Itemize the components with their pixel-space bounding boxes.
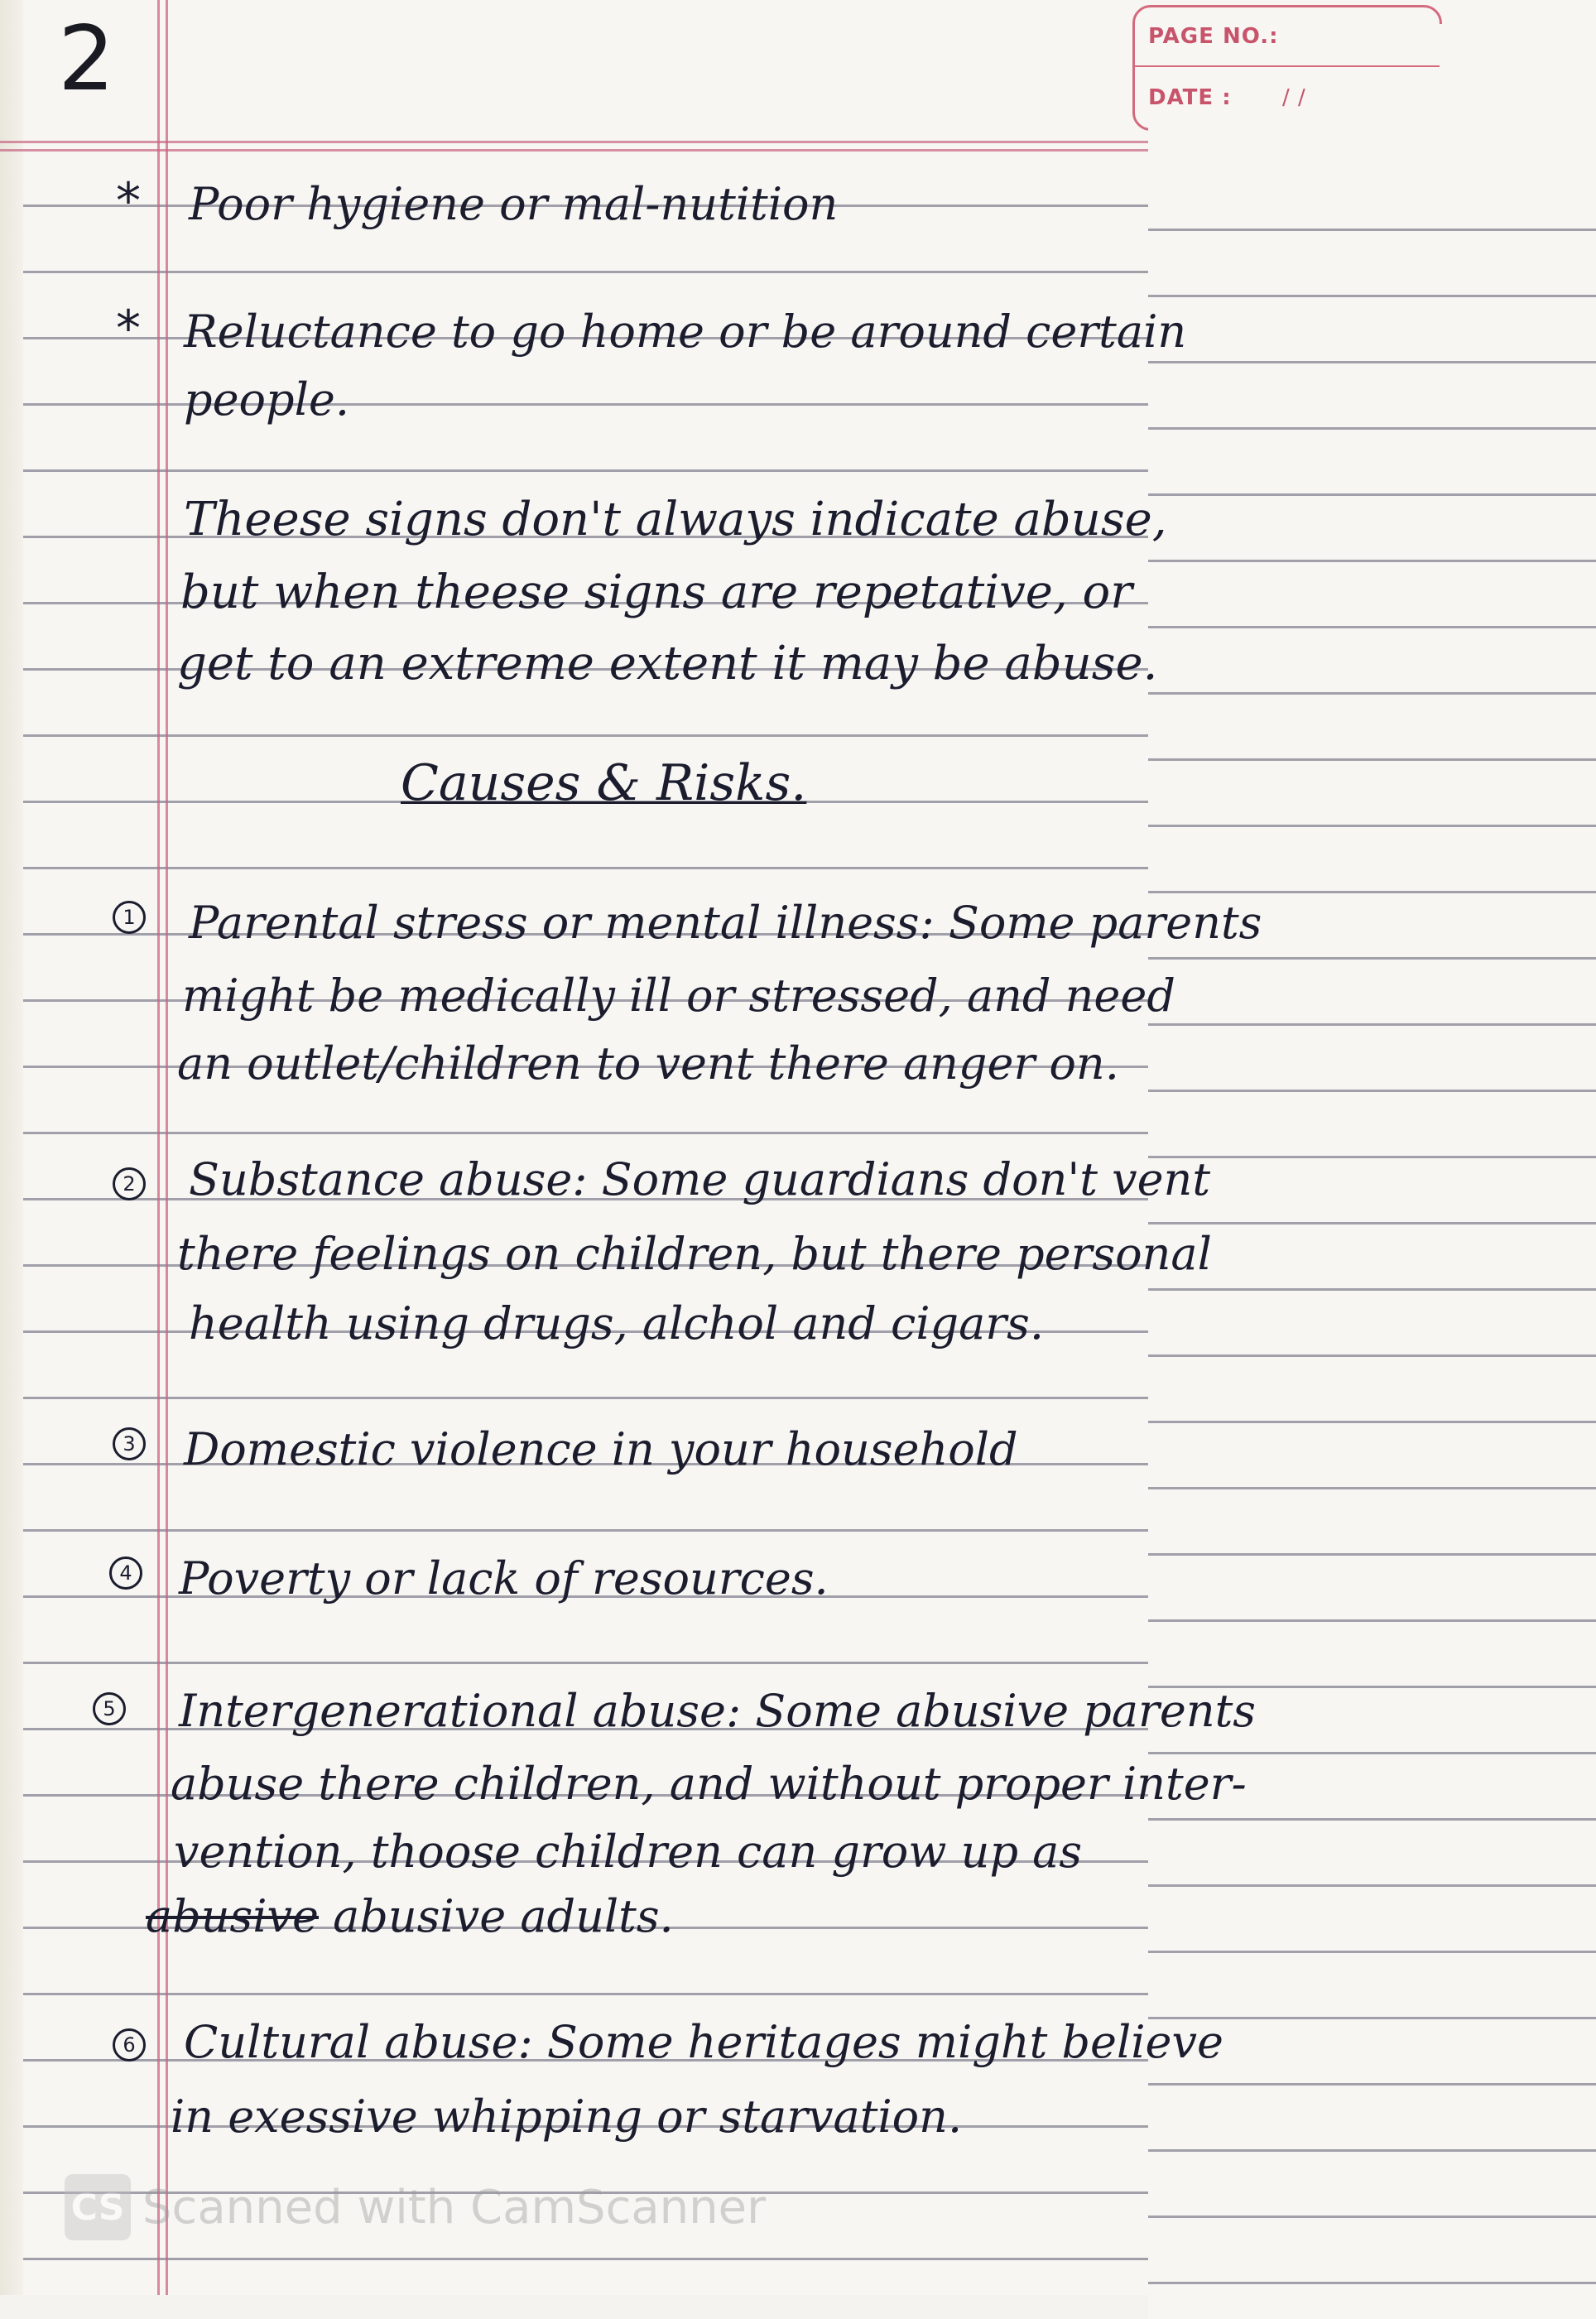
note-line: Theese signs don't always indicate abuse, <box>184 493 1167 546</box>
number-circle: 2 <box>113 1167 146 1200</box>
asterisk-bullet: * <box>116 172 141 230</box>
page-no-label: PAGE NO.: <box>1148 24 1596 2319</box>
item-line: an outlet/children to vent there anger on. <box>177 1037 1119 1090</box>
number-circle: 5 <box>93 1692 126 1725</box>
date-label: DATE : <box>1148 85 1232 110</box>
section-title: Causes & Risks. <box>401 754 807 812</box>
item-line-final <box>146 1890 674 1942</box>
item-line: Cultural abuse: Some heritages might believe <box>184 2016 1223 2068</box>
handwritten-page-number: 2 <box>58 7 115 111</box>
camscanner-watermark <box>65 2174 766 2240</box>
item-line: abuse there children, and without proper inter- <box>171 1758 1247 1810</box>
item-line: in exessive whipping or starvation. <box>171 2090 963 2143</box>
item-tail: abusive adults. <box>333 1890 674 1942</box>
item-line: Substance abuse: Some guardians don't vent <box>189 1153 1211 1205</box>
note-line: but when theese signs are repetative, or <box>180 565 1133 619</box>
asterisk-bullet: * <box>116 300 141 358</box>
struck-word: abusive <box>146 1890 319 1942</box>
item-line: might be medically ill or stressed, and need <box>182 969 1175 1022</box>
item-line: there feelings on children, but there personal <box>177 1228 1212 1280</box>
note-line: get to an extreme extent it may be abuse. <box>177 637 1158 690</box>
camscanner-logo: CS <box>65 2174 131 2240</box>
page-date-box <box>1132 5 1442 131</box>
bullet-line: Poor hygiene or mal-nutition <box>189 178 839 230</box>
item-line: Poverty or lack of resources. <box>179 1552 829 1605</box>
item-line: vention, thoose children can grow up as <box>174 1826 1083 1878</box>
number-circle: 4 <box>109 1556 142 1590</box>
item-line: Intergenerational abuse: Some abusive parents <box>179 1685 1257 1737</box>
item-line: Parental stress or mental illness: Some parents <box>189 897 1262 949</box>
page-edge <box>0 0 23 2295</box>
number-circle: 6 <box>113 2028 146 2062</box>
item-line: Domestic violence in your household <box>184 1423 1018 1475</box>
bullet-line: Reluctance to go home or be around certain <box>184 306 1187 358</box>
bullet-line: people. <box>184 373 349 426</box>
margin-line <box>166 0 168 2295</box>
item-line: health using drugs, alchol and cigars. <box>189 1297 1044 1350</box>
number-circle: 1 <box>113 901 146 934</box>
margin-line <box>157 0 160 2295</box>
watermark-text: Scanned with CamScanner <box>142 2180 767 2235</box>
box-divider <box>1135 65 1440 67</box>
date-value: / / <box>1282 85 1306 110</box>
number-circle: 3 <box>113 1427 146 1460</box>
